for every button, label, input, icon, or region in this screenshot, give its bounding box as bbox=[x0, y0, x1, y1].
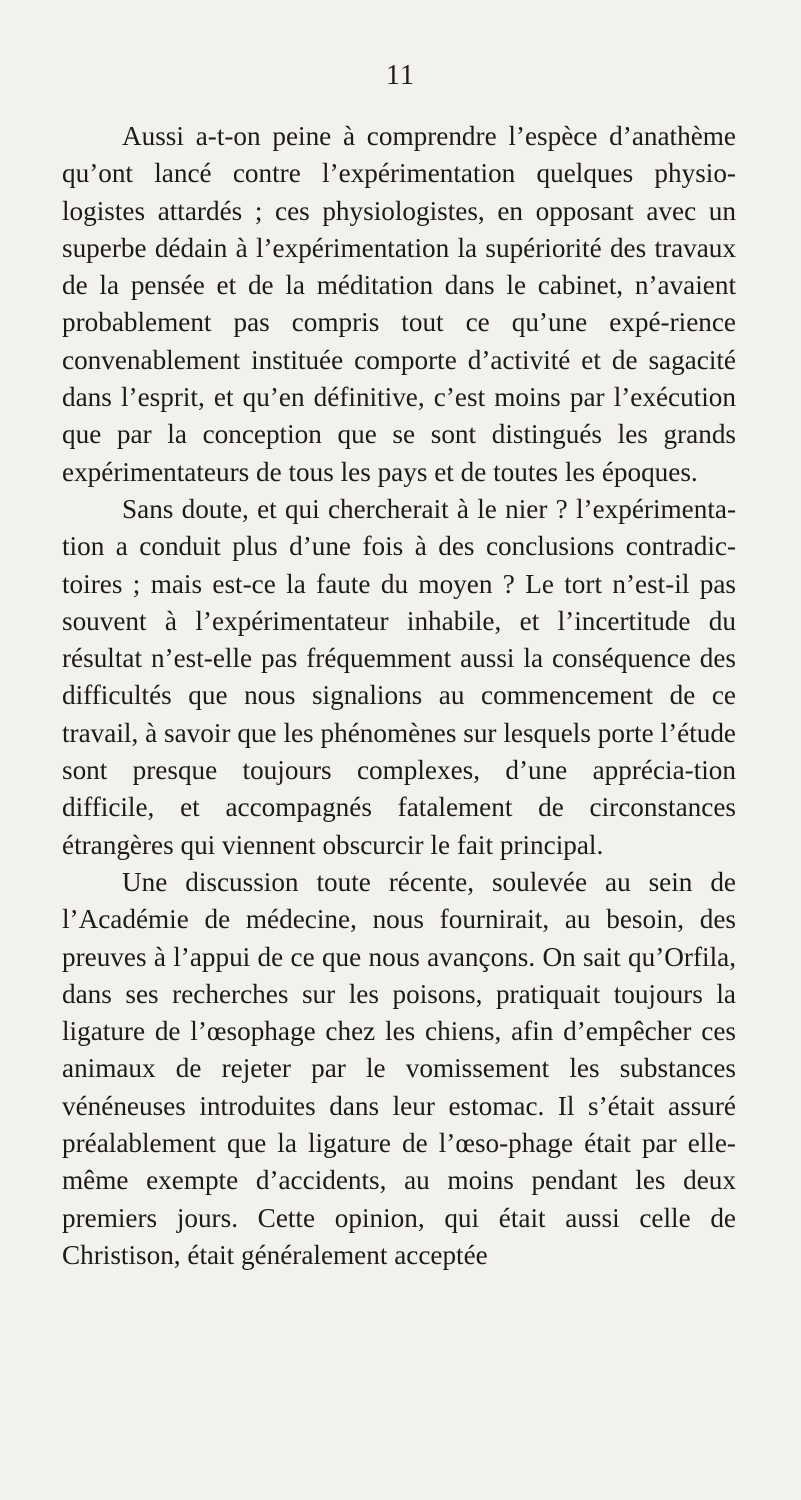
body-text bbox=[62, 118, 736, 1274]
paragraph-2: Sans doute, et qui chercherait à le nier ? l’expérimenta-tion a conduit plus d’une fois à des conclusions contradic-toires ; mais est-ce la faute du moyen ? Le tort n’est-il pas souvent à l’expérimentateur inhabile, et l’incertitude du résultat n’est-elle pas fréquemment aussi la conséquence des difficultés que nous signalions au commencement de ce travail, à savoir que les phénomènes sur lesquels porte l’étude sont presque toujours complexes, d’une apprécia-tion difficile, et accompagnés fatalement de circonstances étrangères qui viennent obscurcir le fait principal. bbox=[62, 493, 736, 860]
paragraph-1: Aussi a-t-on peine à comprendre l’espèce d’anathème qu’ont lancé contre l’expérimentation quelques physio-logistes attardés ; ces physiologistes, en opposant avec un superbe dédain à l’expérimentation la supériorité des travaux de la pensée et de la méditation dans le cabinet, n’avaient probablement pas compris tout ce qu’une expé-rience convenablement instituée comporte d’activité et de sagacité dans l’esprit, et qu’en définitive, c’est moins par l’exécution que par la conception que se sont distingués les grands expérimentateurs de tous les pays et de toutes les époques. bbox=[62, 121, 736, 487]
page-number: 11 bbox=[386, 60, 415, 91]
paragraph-3: Une discussion toute récente, soulevée au sein de l’Académie de médecine, nous fournirait, au besoin, des preuves à l’appui de ce que nous avançons. On sait qu’Orfila, dans ses recherches sur les poisons, pratiquait toujours la ligature de l’œsophage chez les chiens, afin d’empêcher ces animaux de rejeter par le vomissement les substances vénéneuses introduites dans leur estomac. Il s’était assuré préalablement que la ligature de l’œso-phage était par elle-même exempte d’accidents, au moins pendant les deux premiers jours. Cette opinion, qui était aussi celle de Christison, était généralement acceptée bbox=[62, 866, 736, 1270]
